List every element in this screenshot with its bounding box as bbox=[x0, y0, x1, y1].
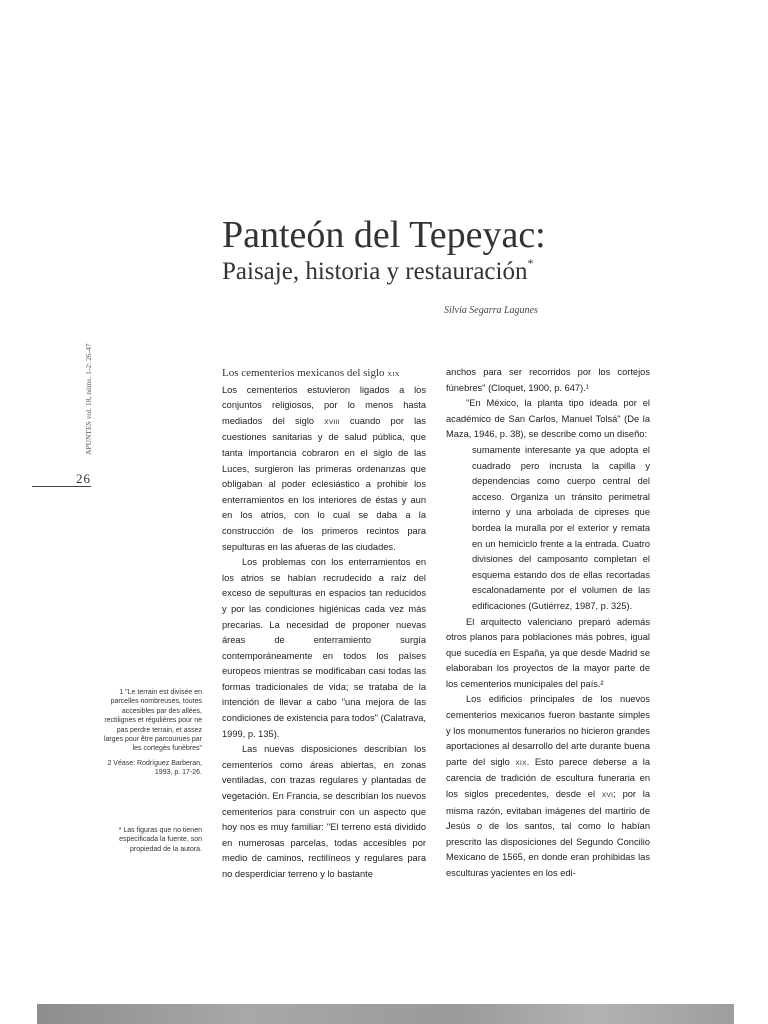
century-smallcaps: XIX bbox=[515, 759, 527, 767]
article-title: Panteón del Tepeyac: bbox=[222, 214, 546, 256]
sidenote-star-text: * Las figuras que no tienen especificada la fuente, son propiedad de la autora. bbox=[118, 827, 202, 853]
sidenotes bbox=[100, 688, 202, 778]
section-heading bbox=[222, 366, 426, 383]
sidenote-2: 2 Véase: Rodríguez Barberan, 1993, p. 17-26. bbox=[107, 759, 202, 777]
photograph-strip bbox=[37, 1004, 734, 1024]
text-column-1 bbox=[222, 366, 426, 883]
footnote-marker: * bbox=[527, 256, 534, 270]
paragraph bbox=[446, 692, 650, 881]
paragraph-text: Los cementerios estuvieron ligados a los conjuntos religiosos, por lo menos hasta mediados del siglo bbox=[222, 384, 426, 426]
paragraph-text: . Esto parece deberse a la carencia de tradición de escultura funeraria en los siglos precedentes, desde el bbox=[446, 756, 651, 800]
century-smallcaps: XVI bbox=[601, 792, 614, 800]
page-number: 26 bbox=[76, 471, 91, 486]
margin-rule bbox=[32, 486, 91, 487]
paragraph bbox=[222, 383, 426, 556]
article-subtitle bbox=[222, 258, 533, 286]
sidenote-1: 1 "Le terrain est divisée en parcelles nombreuses, toutes accesibles par des allées, rectilignes et régulières pour ne pas perdre terrain, et assez larges pour être parcourues par les cortegès funèbres" bbox=[103, 689, 202, 753]
author-name: Silvia Segarra Lagunes bbox=[444, 305, 538, 316]
subtitle-text: Paisaje, historia y restauración bbox=[222, 258, 528, 285]
sidenote-star bbox=[100, 826, 202, 854]
paragraph-text: Los edificios principales de los nuevos cementerios mexicanos fueron bastante simples y los monumentos funerarios no hicieron grandes aportaciones al desarrollo del arte durante buena parte del siglo bbox=[446, 694, 650, 767]
paragraph-text: ; por la misma razón, evitaban imágenes del martirio de Jesús o de los santos, tal como lo habían prescrito las disposiciones del Segundo Concilio Mexicano de 1565, en donde eran prohibidas las esculturas yacientes en los edi- bbox=[446, 789, 651, 878]
text-column-2 bbox=[446, 365, 650, 882]
section-heading-century: XIX bbox=[387, 371, 400, 378]
section-heading-text: Los cementerios mexicanos del siglo bbox=[222, 367, 385, 379]
block-quote: sumamente interesante ya que adopta el cuadrado pero incrusta la capilla y dependencias como cuerpo central del acceso. Organiza un tránsito perimetral interno y una arbolada de cipreses que bordea la muralla por el exterior y remata en un hemiciclo frente a la entrada. Cuatro divisiones del camposanto completan el esquema estando dos de ellas recortadas escalonadamente por el volumen de las edificaciones (Gutiérrez, 1987, p. 325). bbox=[472, 444, 650, 611]
paragraph-text: cuando por las cuestiones sanitarias y de salud pública, que tanta importancia cobraron en el siglo de las Luces, surgieron las primeras ordenanzas que obligaban al poder eclesiástico a prohibir los enterramientos en los interiores de éstas y aun en los atrios, con lo cual se daba a la construcción de los primeros recintos para sepulturas en las afueras de las ciudades. bbox=[222, 415, 426, 552]
paragraph: Los problemas con los enterramientos en los atrios se habían recrudecido a raíz del exceso de sepulturas en espacios tan reducidos y por las condiciones higiénicas cada vez más precarias. La necesidad de proponer nuevas áreas de enterramiento surgía contemporáneamente en todos los países europeos mientras se modificaban casi todas las formas tradicionales de vida; se trataba de la intención de llevar a cabo "una mejora de las condiciones de existencia para todos" (Calatrava, 1999, p. 135). bbox=[222, 557, 426, 739]
paragraph: anchos para ser recorridos por los cortejos fúnebres" (Cloquet, 1900, p. 647).¹ bbox=[446, 367, 650, 393]
century-smallcaps: XVIII bbox=[324, 418, 340, 426]
paragraph: El arquitecto valenciano preparó además otros planos para poblaciones más pobres, igual que sucedía en España, ya que desde Madrid se elaboraban los proyectos de la mayor parte de los cementerios municipales del país.² bbox=[446, 616, 650, 689]
paragraph: "En México, la planta tipo ideada por el académico de San Carlos, Manuel Tolsá" (De la Maza, 1946, p. 38), se describe como un diseño: bbox=[446, 398, 650, 440]
paragraph: Las nuevas disposiciones describían los cementerios como áreas abiertas, en zonas ventiladas, con trazas regulares y plantadas de vegetación. En Francia, se describían los nuevos cementerios para construir con un aspecto que hoy nos es muy familiar: "El terreno está dividido en numerosas parcelas, todas accesibles por medio de caminos, rectilíneos y regulares para no desperdiciar terreno y lo bastante bbox=[222, 744, 426, 879]
journal-reference: APUNTES vol. 18, núms. 1-2: 26-47 bbox=[84, 343, 93, 455]
